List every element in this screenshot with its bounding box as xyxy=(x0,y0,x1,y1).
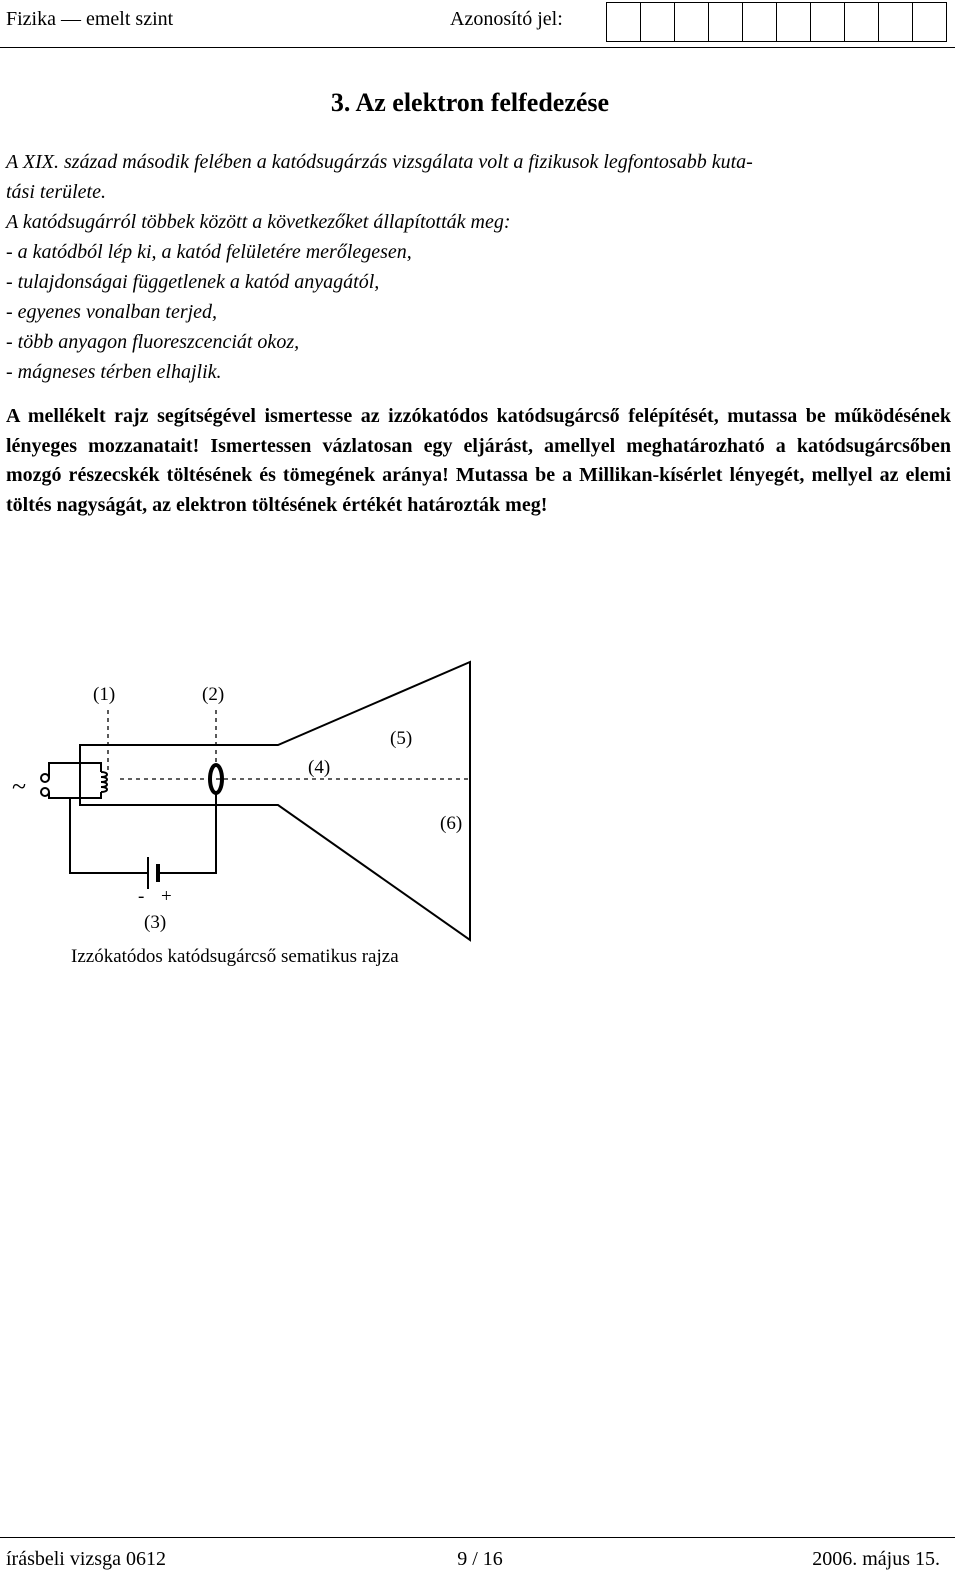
intro-bullet: - tulajdonságai függetlenek a katód anyagától, xyxy=(6,271,380,293)
heater-wire xyxy=(49,792,101,798)
ac-terminal xyxy=(41,788,49,796)
ac-terminal xyxy=(41,774,49,782)
id-box xyxy=(776,2,811,42)
footer-page-number: 9 / 16 xyxy=(457,1548,503,1570)
id-box xyxy=(844,2,879,42)
intro-bullet: - mágneses térben elhajlik. xyxy=(6,361,222,383)
intro-text xyxy=(6,147,946,387)
heater-wire xyxy=(49,763,101,778)
page-title: 3. Az elektron felfedezése xyxy=(330,88,610,117)
battery-plus: + xyxy=(161,886,172,907)
id-box xyxy=(742,2,777,42)
footer-exam-code: írásbeli vizsga 0612 xyxy=(6,1548,166,1570)
label-4: (4) xyxy=(308,757,331,778)
label-2: (2) xyxy=(202,684,225,705)
intro-bullet: - a katódból lép ki, a katód felületére merőlegesen, xyxy=(6,241,412,263)
label-5: (5) xyxy=(390,728,413,749)
id-boxes xyxy=(607,2,947,42)
id-box xyxy=(606,2,641,42)
diagram-caption: Izzókatódos katódsugárcső sematikus rajza xyxy=(71,946,399,967)
cathode-ray-tube-diagram xyxy=(0,640,960,980)
intro-bullet: - több anyagon fluoreszcenciát okoz, xyxy=(6,331,300,353)
footer-date: 2006. május 15. xyxy=(812,1548,940,1570)
task-text: A mellékelt rajz segítségével ismertesse az izzókatódos katódsugárcső felépítését, mutassa be működésének lényeges mozzanatait! Ismertessen vázlatosan egy eljárást, amellyel meghatározható a katódsugárcsőben mozgó részecskék töltésének és tömegének aránya! Mutassa be a Millikan-kísérlet lényegét, mellyel az elemi töltés nagyságát, az elektron töltésének értékét határozták meg! xyxy=(6,405,951,516)
intro-line: A katódsugárról többek között a következőket állapították meg: xyxy=(6,211,511,233)
id-box xyxy=(674,2,709,42)
filament-coil xyxy=(101,772,107,792)
id-box xyxy=(708,2,743,42)
header-subject: Fizika — emelt szint xyxy=(6,8,174,30)
label-6: (6) xyxy=(440,813,463,834)
intro-line: tási területe. xyxy=(6,181,106,203)
ac-tilde: ~ xyxy=(12,772,27,801)
header-rule xyxy=(0,47,955,48)
intro-bullet: - egyenes vonalban terjed, xyxy=(6,301,218,323)
id-box xyxy=(912,2,947,42)
label-3: (3) xyxy=(144,912,167,933)
circuit-wire xyxy=(70,798,148,873)
footer-rule xyxy=(0,1537,955,1538)
battery-minus: - xyxy=(138,886,145,907)
header-id-label: Azonosító jel: xyxy=(450,8,563,30)
id-box xyxy=(640,2,675,42)
label-1: (1) xyxy=(93,684,116,705)
intro-line: A XIX. század második felében a katódsugárzás vizsgálata volt a fizikusok legfontosabb kuta- xyxy=(6,151,753,173)
page-header xyxy=(0,0,960,50)
id-box xyxy=(878,2,913,42)
id-box xyxy=(810,2,845,42)
